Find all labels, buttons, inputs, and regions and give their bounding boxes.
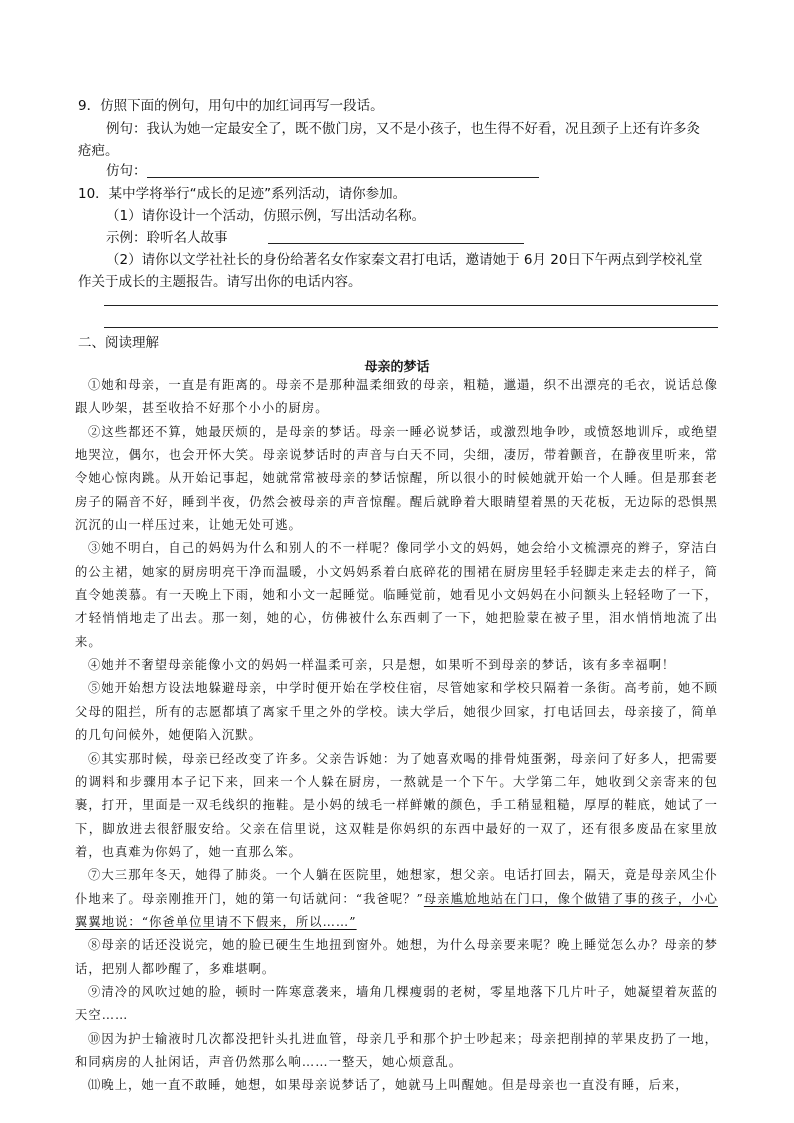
paragraph-7-underlined-sentence: 母亲尴尬地站在门口，像个做错了事的孩子，小心翼翼地说：“你爸单位里请不下假来，所以……” — [75, 891, 718, 929]
passage-body — [75, 374, 718, 1098]
q10-stem: 10．某中学将举行“成长的足迹”系列活动，请你参加。 — [78, 186, 407, 202]
q9-example-line-1: 例句：我认为她一定最安全了，既不傲门房，又不是小孩子，也生得不好看，况且颈子上还有许多灸 — [106, 121, 700, 137]
paragraph-4: ④她并不奢望母亲能像小文的妈妈一样温柔可亲，只是想，如果听不到母亲的梦话，该有多幸福啊！ — [88, 658, 676, 673]
paragraph-7-text: ⑦大三那年冬天，她得了肺炎。一个人躺在医院里，她想家，想父亲。电话打回去，隔天，竟是母亲风尘仆仆地来了。母亲刚推开门，她的第一句话就问：“我爸呢？” — [75, 868, 718, 906]
paragraph-9: ⑨清冷的风吹过她的脸，顿时一阵寒意袭来，墙角几棵瘦弱的老树，零星地落下几片叶子，她凝望着灰蓝的天空…… — [75, 984, 718, 1023]
paragraph-3: ③她不明白，自己的妈妈为什么和别人的不一样呢？像同学小文的妈妈，她会给小文梳漂亮的辫子，穿洁白的公主裙，她家的厨房明亮干净而温暖，小文妈妈系着白底碎花的围裙在厨房里轻手轻脚走来走去的样子，简直令她羡慕。有一天晚上下雨，她和小文一起睡觉。临睡觉前，她看见小文妈妈在小问额头上轻轻吻了一下，才轻悄悄地走了出去。那一刻，她的心，仿佛被什么东西刺了一下，她把脸蒙在被子里，泪水悄悄地流了出来。 — [75, 541, 718, 649]
paragraph-10: ⑩因为护士输液时几次都没把针头扎进血管，母亲几乎和那个护士吵起来；母亲把削掉的苹果皮扔了一地，和同病房的人扯闲话，声音仍然那么响……一整天，她心烦意乱。 — [75, 1031, 718, 1069]
q10-example: 示例：聆听名人故事 — [106, 230, 228, 246]
q9-example-line-2: 疮疤。 — [78, 143, 119, 159]
q9-imitate-label: 仿句： — [106, 163, 147, 179]
q10-part2-line-2: 作关于成长的主题报告。请写出你的电话内容。 — [78, 274, 362, 290]
paragraph-2: ②这些都还不算，她最厌烦的，是母亲的梦话。母亲一睡必说梦话，或激烈地争吵，或愤怒地训斥，或绝望地哭泣，偶尔，也会开怀大笑。母亲说梦话时的声音与白天不同，尖细，凄厉，带着颤音，在静夜里听来，常令她心惊肉跳。从开始记事起，她就常常被母亲的梦话惊醒，所以很小的时候她就开始一个人睡。但是那套老房子的隔音不好，睡到半夜，仍然会被母亲的声音惊醒。醒后就睁着大眼睛望着黑的天花板，无边际的恐惧黑沉沉的山一样压过来，让她无处可逃。 — [75, 424, 718, 533]
q10-part1: （1）请你设计一个活动，仿照示例，写出活动名称。 — [106, 208, 426, 224]
q10-part1-answer-line[interactable] — [268, 243, 524, 244]
q10-answer-line-2[interactable] — [104, 327, 718, 328]
paragraph-6: ⑥其实那时候，母亲已经改变了许多。父亲告诉她：为了她喜欢喝的排骨炖蛋粥，母亲问了好多人，把需要的调料和步骤用本子记下来，回来一个人躲在厨房，一熬就是一个下午。大学第二年，她收到父亲寄来的包裹，打开，里面是一双毛线织的拖鞋。是小妈的绒毛一样鲜嫩的颜色，手工稍显粗糙，厚厚的鞋底，她试了一下，脚放进去很舒服安给。父亲在信里说，这双鞋是你妈织的东西中最好的一双了，还有很多废品在家里放着，也真难为你妈了，她一直那么笨。 — [75, 751, 718, 859]
q9-answer-line[interactable] — [147, 177, 539, 178]
section-heading: 二、阅读理解 — [78, 335, 159, 351]
q9-stem: 9．仿照下面的例句，用句中的加红词再写一段话。 — [78, 98, 384, 114]
q10-answer-line-1[interactable] — [104, 305, 718, 306]
passage-title: 母亲的梦话 — [364, 360, 430, 375]
paragraph-5: ⑤她开始想方设法地躲避母亲，中学时便开始在学校住宿，尽管她家和学校只隔着一条街。高考前，她不顾父母的阻拦，所有的志愿都填了离家千里之外的学校。读大学后，她很少回家，打电话回去，母亲接了，简单的几句问候外，她便陷入沉默。 — [75, 681, 718, 743]
paragraph-11: ⑾晚上，她一直不敢睡，她想，如果母亲说梦话了，她就马上叫醒她。但是母亲也一直没有睡，后来， — [88, 1078, 689, 1093]
q10-part2-line-1: （2）请你以文学社社长的身份给著名女作家秦文君打电话，邀请她于 6月 20日下午两点到学校礼堂 — [106, 252, 703, 268]
paragraph-7 — [75, 864, 718, 934]
paragraph-1: ①她和母亲，一直是有距离的。母亲不是那种温柔细致的母亲，粗糙，邋遢，织不出漂亮的毛衣，说话总像跟人吵架，甚至收拾不好那个小小的厨房。 — [75, 378, 718, 416]
paragraph-8: ⑧母亲的话还没说完，她的脸已硬生生地扭到窗外。她想，为什么母亲要来呢？晚上睡觉怎么办？母亲的梦话，把别人都吵醒了，多难堪啊。 — [75, 938, 718, 976]
